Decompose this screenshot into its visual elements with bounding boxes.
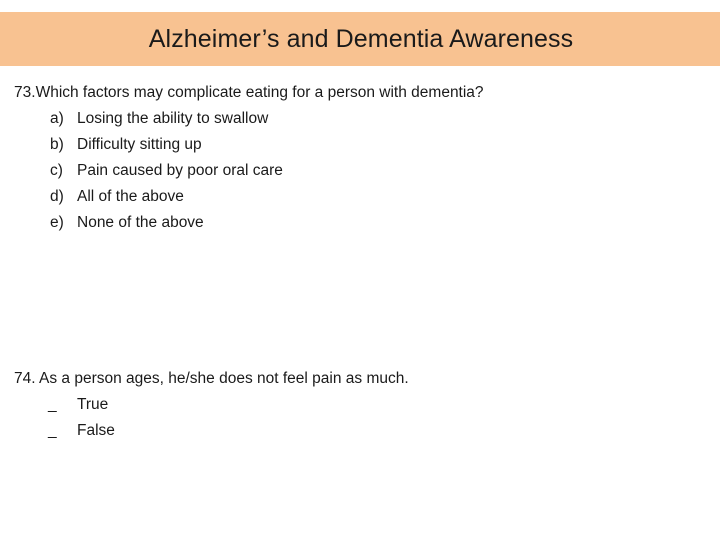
question-stem bbox=[14, 366, 409, 392]
page-title: Alzheimer’s and Dementia Awareness bbox=[148, 24, 574, 53]
answer-option-d[interactable] bbox=[14, 184, 484, 210]
answer-option-true[interactable] bbox=[14, 392, 409, 418]
answer-option-e[interactable] bbox=[14, 210, 484, 236]
option-text: All of the above bbox=[77, 188, 184, 205]
option-text: Losing the ability to swallow bbox=[77, 110, 269, 127]
option-text: Difficulty sitting up bbox=[77, 136, 202, 153]
answer-blank: _ bbox=[48, 396, 57, 413]
option-marker: a) bbox=[50, 110, 64, 127]
header-banner bbox=[0, 12, 720, 66]
question-text: As a person ages, he/she does not feel pain as much. bbox=[39, 370, 409, 387]
question-text: Which factors may complicate eating for a person with dementia? bbox=[35, 84, 484, 101]
option-text: None of the above bbox=[77, 214, 204, 231]
question-number: 73. bbox=[14, 84, 36, 101]
question-73 bbox=[14, 80, 484, 236]
answer-option-a[interactable] bbox=[14, 106, 484, 132]
question-74 bbox=[14, 366, 409, 444]
option-text: False bbox=[77, 422, 115, 439]
option-marker: e) bbox=[50, 214, 64, 231]
option-text: True bbox=[77, 396, 109, 413]
answer-option-false[interactable] bbox=[14, 418, 409, 444]
option-marker: c) bbox=[50, 162, 63, 179]
option-marker: d) bbox=[50, 188, 64, 205]
answer-option-c[interactable] bbox=[14, 158, 484, 184]
option-marker: b) bbox=[50, 136, 64, 153]
option-text: Pain caused by poor oral care bbox=[77, 162, 283, 179]
answer-blank: _ bbox=[48, 422, 57, 439]
answer-option-b[interactable] bbox=[14, 132, 484, 158]
question-stem bbox=[14, 80, 484, 106]
question-number: 74. bbox=[14, 370, 36, 387]
